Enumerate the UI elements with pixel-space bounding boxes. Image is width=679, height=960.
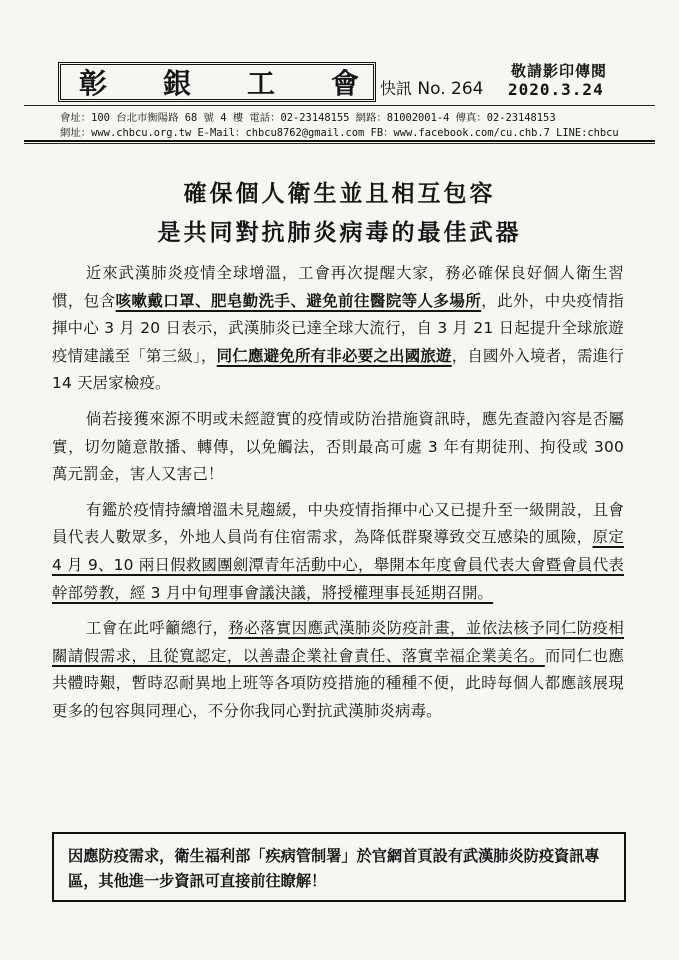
header-rule-thick <box>24 140 655 142</box>
masthead-char-1: 彰 <box>79 67 108 100</box>
cdc-notice-box: 因應防疫需求，衛生福利部「疾病管制署」於官網首頁設有武漢肺炎防疫資訊專區，其他進一步資訊可直接前往瞭解！ <box>52 832 626 902</box>
masthead-box <box>58 62 376 102</box>
header-rule-thin <box>24 143 655 144</box>
issue-number <box>380 76 484 99</box>
masthead-char-3: 工 <box>246 67 275 100</box>
headline-line-1: 確保個人衛生並且相互包容 <box>183 181 496 207</box>
issue-date: 2020.3.24 <box>508 80 604 99</box>
p4-emphasis-policy: 務必落實因應武漢肺炎防疫計畫，並依法核予同仁防疫相關請假需求，且從寬認定，以善盡企業社會責任、落實幸福企業美名。 <box>52 619 624 665</box>
p1-text-e: ，自國外入境者，需進行 14 天居家檢疫。 <box>52 346 624 393</box>
paragraph-1 <box>52 260 624 398</box>
article-body <box>52 260 624 734</box>
headline-line-2: 是共同對抗肺炎病毒的最佳武器 <box>157 220 522 246</box>
paragraph-4 <box>52 615 624 725</box>
p3-text-a: 有鑑於疫情持續增溫未見趨緩，中央疫情指揮中心又已提升至一級開設，且會員代表人數眾多，外地人員尚有住宿需求，為降低群聚導致交互感染的風險， <box>52 500 624 547</box>
contact-web: 網址：www.chbcu.org.tw E-Mail：chbcu8762@gmail.com FB：www.facebook.com/cu.chb.7 LINE:chbcu <box>60 127 619 139</box>
issue-prefix: 快訊 <box>380 79 413 98</box>
p1-text-c: ，此外，中央疫情指揮中心 3 月 20 日表示，武漢肺炎已達全球大流行，自 3 月 21 日起提升全球旅遊疫情建議至「第三級」， <box>52 291 624 365</box>
masthead-char-4: 會 <box>330 67 359 100</box>
masthead-char-2: 銀 <box>162 67 191 100</box>
paragraph-2: 倘若接獲來源不明或未經證實的疫情或防治措施資訊時，應先查證內容是否屬實，切勿隨意散播、轉傳，以免觸法，否則最高可處 3 年有期徒刑、拘役或 300 萬元罰金，害人又害己！ <box>52 409 624 484</box>
contact-address: 會址：100 台北市衡陽路 68 號 4 樓 電話：02-23148155 網路：81002001-4 傳真：02-23148153 <box>60 112 556 124</box>
p1-emphasis-travel: 同仁應避免所有非必要之出國旅遊 <box>216 346 452 365</box>
circulate-notice: 敬請影印傳閱 <box>511 62 608 80</box>
p1-text-a: 近來武漢肺炎疫情全球增溫，工會再次提醒大家，務必確保良好個人衛生習慣，包含 <box>52 264 624 310</box>
paragraph-3 <box>52 497 624 607</box>
p3-emphasis-meeting: 原定 4 月 9、10 兩日假救國團劍潭青年活動中心，舉開本年度會員代表大會暨會員代表幹部勞教，經 3 月中旬理事會議決議，將授權理事長延期召開。 <box>52 528 624 602</box>
issue-no: No. 264 <box>417 79 484 99</box>
header-rule-top <box>24 105 655 106</box>
p4-text-c: 而同仁也應共體時艱，暫時忍耐異地上班等各項防疫措施的種種不便，此時每個人都應該展現更多的包容與同理心，不分你我同心對抗武漢肺炎病毒。 <box>52 646 624 720</box>
p4-text-a: 工會在此呼籲總行， <box>85 619 229 638</box>
p1-emphasis-hygiene: 咳嗽戴口罩、肥皂勤洗手、避免前往醫院等人多場所 <box>115 291 482 310</box>
